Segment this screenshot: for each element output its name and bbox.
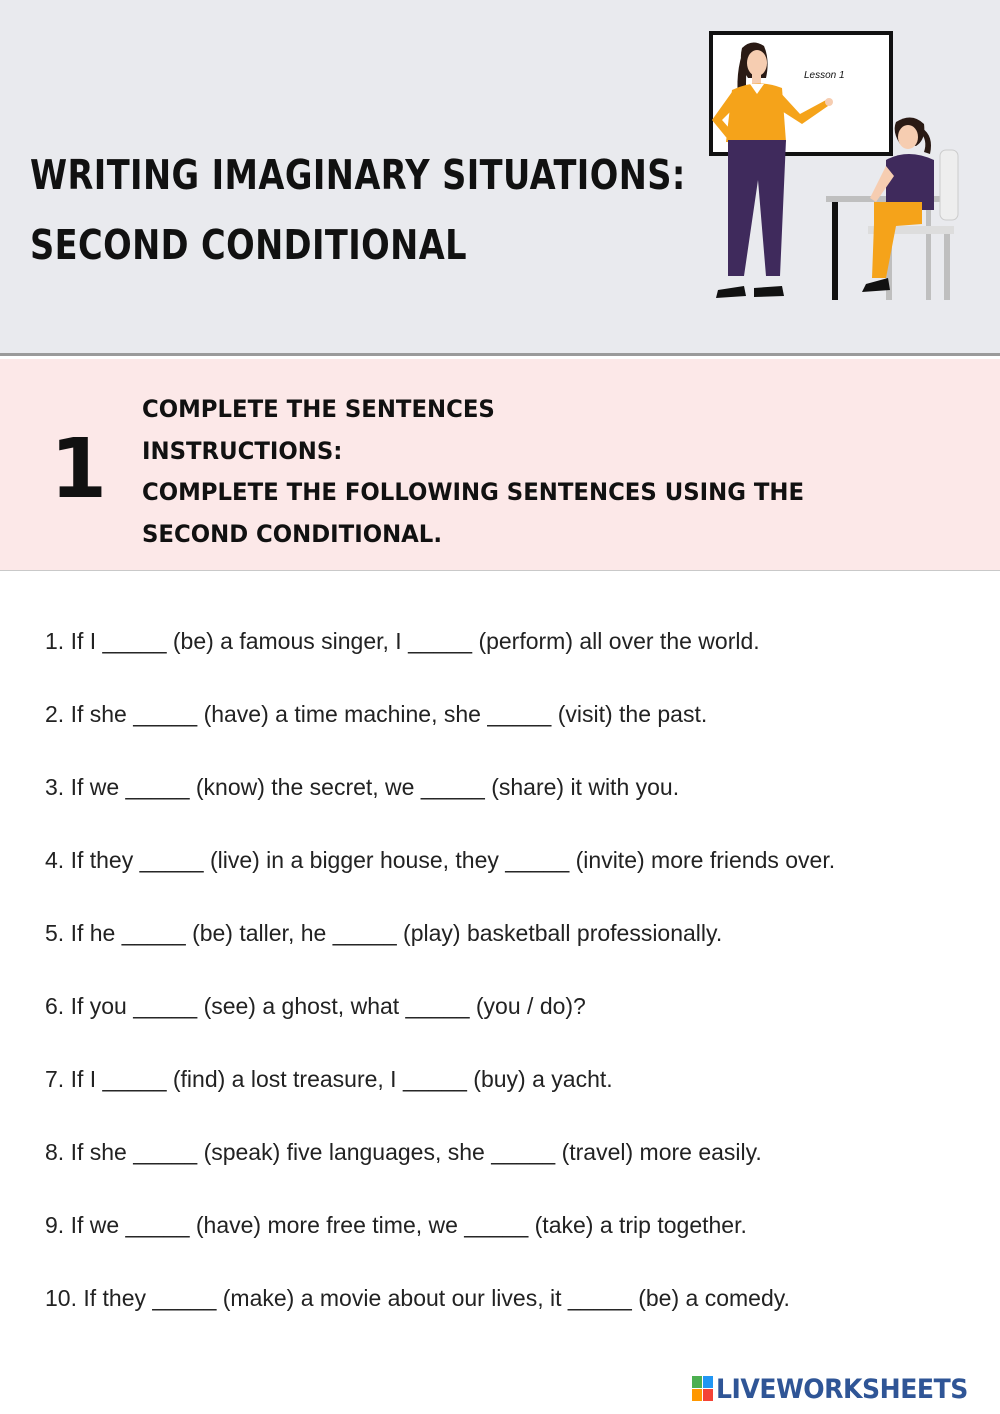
sentence-item[interactable]: 8. If she _____ (speak) five languages, she _____ (travel) more easily. [45, 1139, 762, 1165]
sentence-item[interactable]: 9. If we _____ (have) more free time, we _____ (take) a trip together. [45, 1212, 747, 1238]
instructions-line-1: COMPLETE THE FOLLOWING SENTENCES USING THE [142, 478, 805, 506]
page-header [0, 0, 1000, 356]
worksheet-title [30, 140, 686, 280]
title-line-1: WRITING IMAGINARY SITUATIONS: [30, 151, 686, 199]
instructions-text [142, 389, 804, 555]
sentence-item[interactable]: 1. If I _____ (be) a famous singer, I _____ (perform) all over the world. [45, 628, 760, 654]
instructions-label: INSTRUCTIONS: [142, 436, 343, 465]
sentence-item[interactable]: 2. If she _____ (have) a time machine, she _____ (visit) the past. [45, 701, 708, 727]
liveworksheets-wordmark: LIVEWORKSHEETS [716, 1374, 968, 1405]
sentence-item[interactable]: 5. If he _____ (be) taller, he _____ (play) basketball professionally. [45, 920, 723, 946]
section-number: 1 [50, 422, 108, 517]
classroom-illustration [690, 20, 980, 320]
sentence-item[interactable]: 6. If you _____ (see) a ghost, what _____ (you / do)? [45, 993, 586, 1019]
sentence-item[interactable]: 7. If I _____ (find) a lost treasure, I _____ (buy) a yacht. [45, 1066, 613, 1092]
sentence-item[interactable]: 3. If we _____ (know) the secret, we _____ (share) it with you. [45, 774, 680, 800]
exercise-heading: COMPLETE THE SENTENCES [142, 395, 495, 423]
sentence-item[interactable]: 10. If they _____ (make) a movie about our lives, it _____ (be) a comedy. [45, 1285, 790, 1311]
title-line-2: SECOND CONDITIONAL [30, 221, 467, 269]
instructions-line-2: SECOND CONDITIONAL. [142, 519, 443, 548]
liveworksheets-logo-icon [692, 1376, 714, 1402]
liveworksheets-branding[interactable] [692, 1372, 992, 1408]
sentence-item[interactable]: 4. If they _____ (live) in a bigger house, they _____ (invite) more friends over. [45, 847, 836, 873]
sentence-list [45, 621, 975, 1351]
whiteboard-text: Lesson 1 [804, 70, 845, 81]
